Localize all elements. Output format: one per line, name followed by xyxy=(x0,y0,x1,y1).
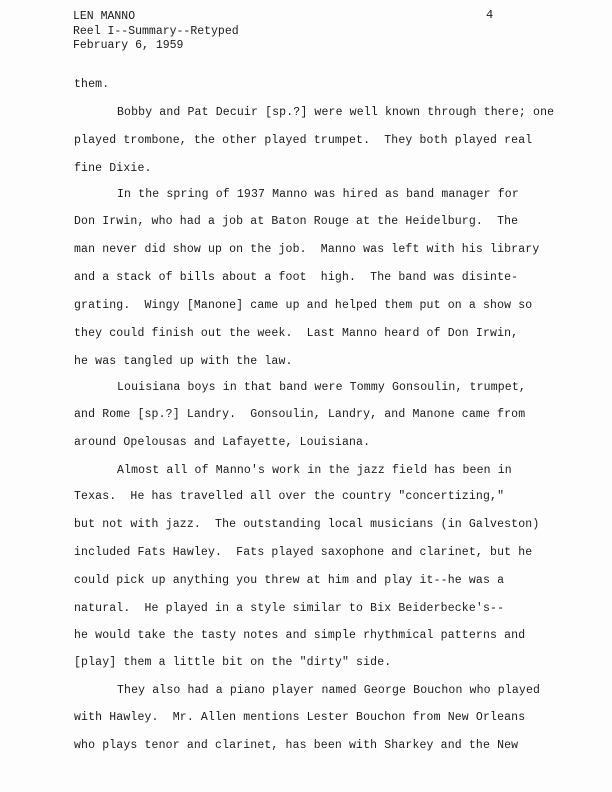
text-line: and Rome [sp.?] Landry. Gonsoulin, Landry, and Manone came from xyxy=(74,408,526,421)
page-header xyxy=(73,10,239,54)
text-line: they could finish out the week. Last Manno heard of Don Irwin, xyxy=(74,327,519,340)
text-line: could pick up anything you threw at him and play it--he was a xyxy=(74,574,505,587)
header-name: LEN MANNO xyxy=(73,10,136,23)
text-line: he would take the tasty notes and simple rhythmical patterns and xyxy=(74,629,526,642)
text-line: with Hawley. Mr. Allen mentions Lester Bouchon from New Orleans xyxy=(74,711,526,724)
text-line: Almost all of Manno's work in the jazz field has been in xyxy=(117,464,512,477)
text-line: man never did show up on the job. Manno was left with his library xyxy=(74,243,540,256)
text-line: who plays tenor and clarinet, has been with Sharkey and the New xyxy=(74,739,519,752)
text-line: them. xyxy=(74,78,110,91)
header-date: February 6, 1959 xyxy=(73,39,184,52)
text-line: and a stack of bills about a foot high. The band was disinte- xyxy=(74,271,519,284)
text-line: Texas. He has travelled all over the country "concertizing," xyxy=(74,490,505,503)
text-line: played trombone, the other played trumpet. They both played real xyxy=(74,134,533,147)
header-reel: Reel I--Summary--Retyped xyxy=(73,24,239,38)
page-number: 4 xyxy=(486,8,494,22)
text-line: Louisiana boys in that band were Tommy Gonsoulin, trumpet, xyxy=(117,381,526,394)
text-line: natural. He played in a style similar to Bix Beiderbecke's-- xyxy=(74,602,505,615)
text-line: he was tangled up with the law. xyxy=(74,355,293,368)
text-line: fine Dixie. xyxy=(74,162,152,175)
text-line: around Opelousas and Lafayette, Louisiana. xyxy=(74,436,371,449)
text-line: Don Irwin, who had a job at Baton Rouge at the Heidelburg. The xyxy=(74,215,519,228)
text-line: included Fats Hawley. Fats played saxophone and clarinet, but he xyxy=(74,546,533,559)
text-line: Bobby and Pat Decuir [sp.?] were well known through there; one xyxy=(117,106,555,119)
text-line: [play] them a little bit on the "dirty" side. xyxy=(74,656,392,669)
text-line: grating. Wingy [Manone] came up and helped them put on a show so xyxy=(74,299,533,312)
text-line: They also had a piano player named George Bouchon who played xyxy=(117,684,541,697)
text-line: but not with jazz. The outstanding local musicians (in Galveston) xyxy=(74,518,540,531)
text-line: In the spring of 1937 Manno was hired as band manager for xyxy=(117,188,519,201)
